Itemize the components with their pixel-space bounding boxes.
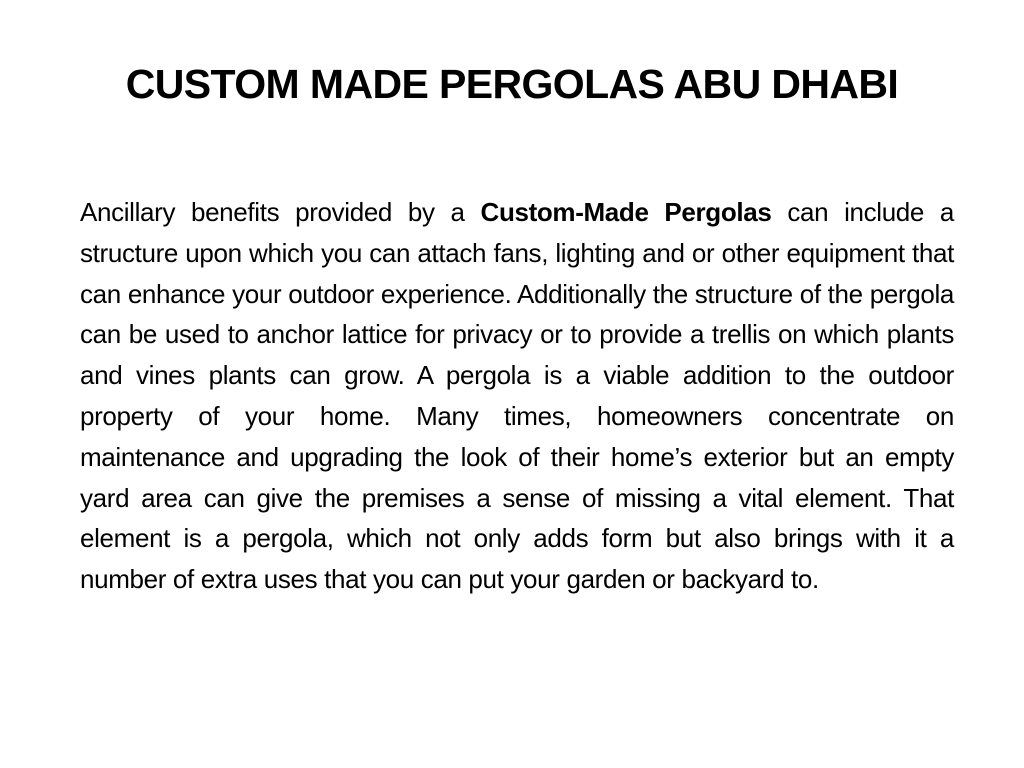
body-intro-text: Ancillary benefits provided by a	[80, 197, 481, 227]
body-keyword-bold: Custom-Made Pergolas	[480, 197, 772, 227]
slide-body-paragraph	[80, 192, 954, 600]
slide-title: CUSTOM MADE PERGOLAS ABU DHABI	[125, 61, 899, 107]
body-main-text: can include a structure upon which you can attach fans, lighting and or other equipment that can enhance your outdoor experience. Additionally the structure of the pergola can be used to anchor lattice for privacy or to provide a trellis on which plants and vines plants can grow. A pergola is a viable addition to the outdoor property of your home. Many times, homeowners concentrate on maintenance and upgrading the look of their home’s exterior but an empty yard area can give the premises a sense of missing a vital element. That element is a pergola, which not only adds form but also brings with it a number of extra uses that you can put your garden or backyard to.	[80, 197, 954, 595]
